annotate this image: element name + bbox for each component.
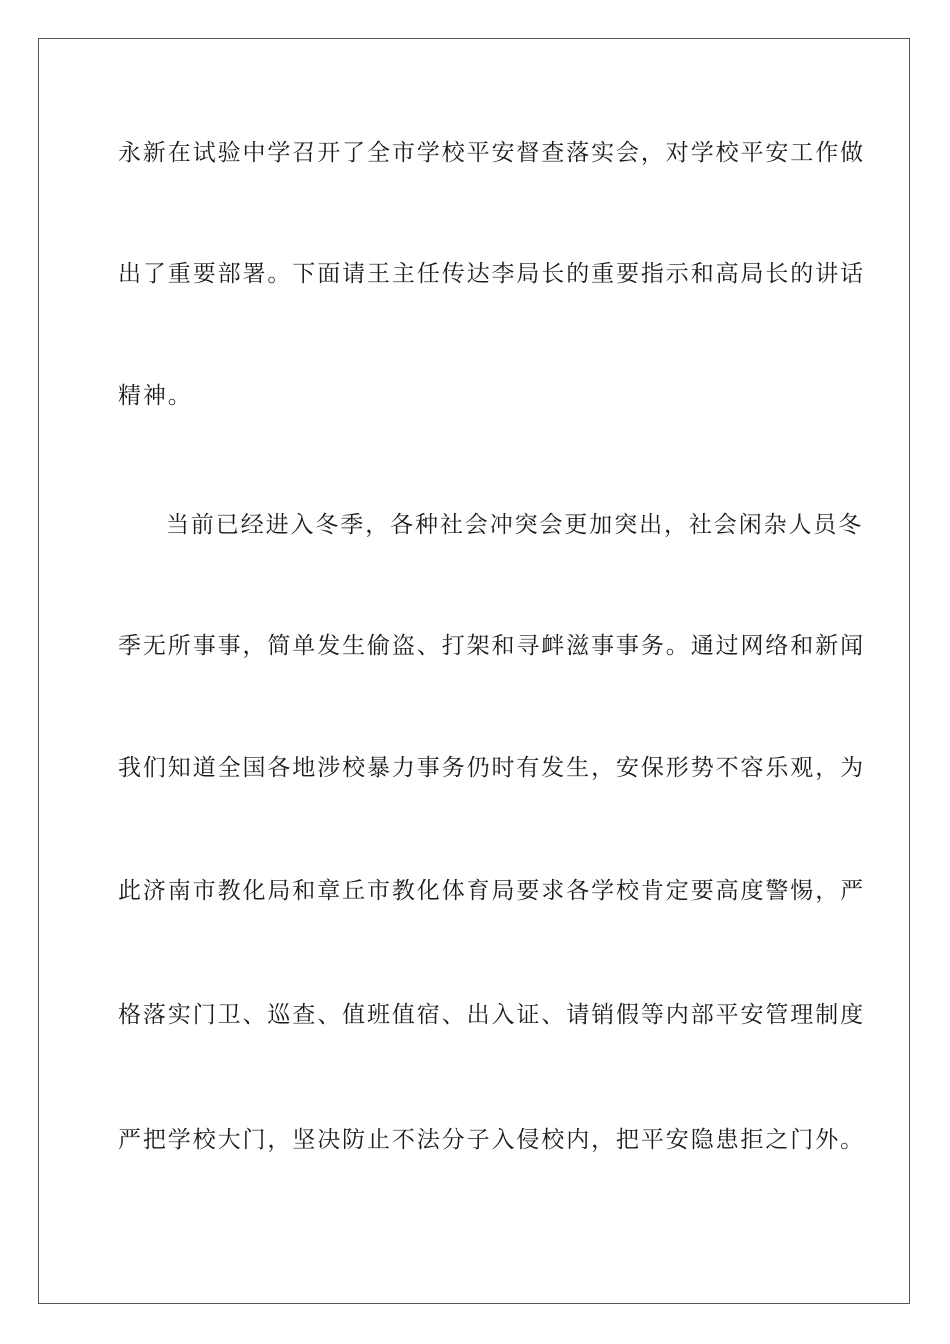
text-line: 严把学校大门，坚决防止不法分子入侵校内，把平安隐患拒之门外。: [118, 1127, 865, 1153]
text-line: 格落实门卫、巡查、值班值宿、出入证、请销假等内部平安管理制度: [118, 1002, 865, 1028]
page-frame: [38, 38, 910, 1304]
text-line: 精神。: [118, 383, 193, 409]
text-line: 此济南市教化局和章丘市教化体育局要求各学校肯定要高度警惕，严: [118, 878, 865, 904]
text-line: 永新在试验中学召开了全市学校平安督查落实会，对学校平安工作做: [118, 140, 865, 166]
text-line: 当前已经进入冬季，各种社会冲突会更加突出，社会闲杂人员冬: [166, 512, 864, 538]
text-line: 出了重要部署。下面请王主任传达李局长的重要指示和高局长的讲话: [118, 261, 865, 287]
text-line: 季无所事事，简单发生偷盗、打架和寻衅滋事事务。通过网络和新闻: [118, 633, 865, 659]
text-line: 我们知道全国各地涉校暴力事务仍时有发生，安保形势不容乐观，为: [118, 755, 865, 781]
